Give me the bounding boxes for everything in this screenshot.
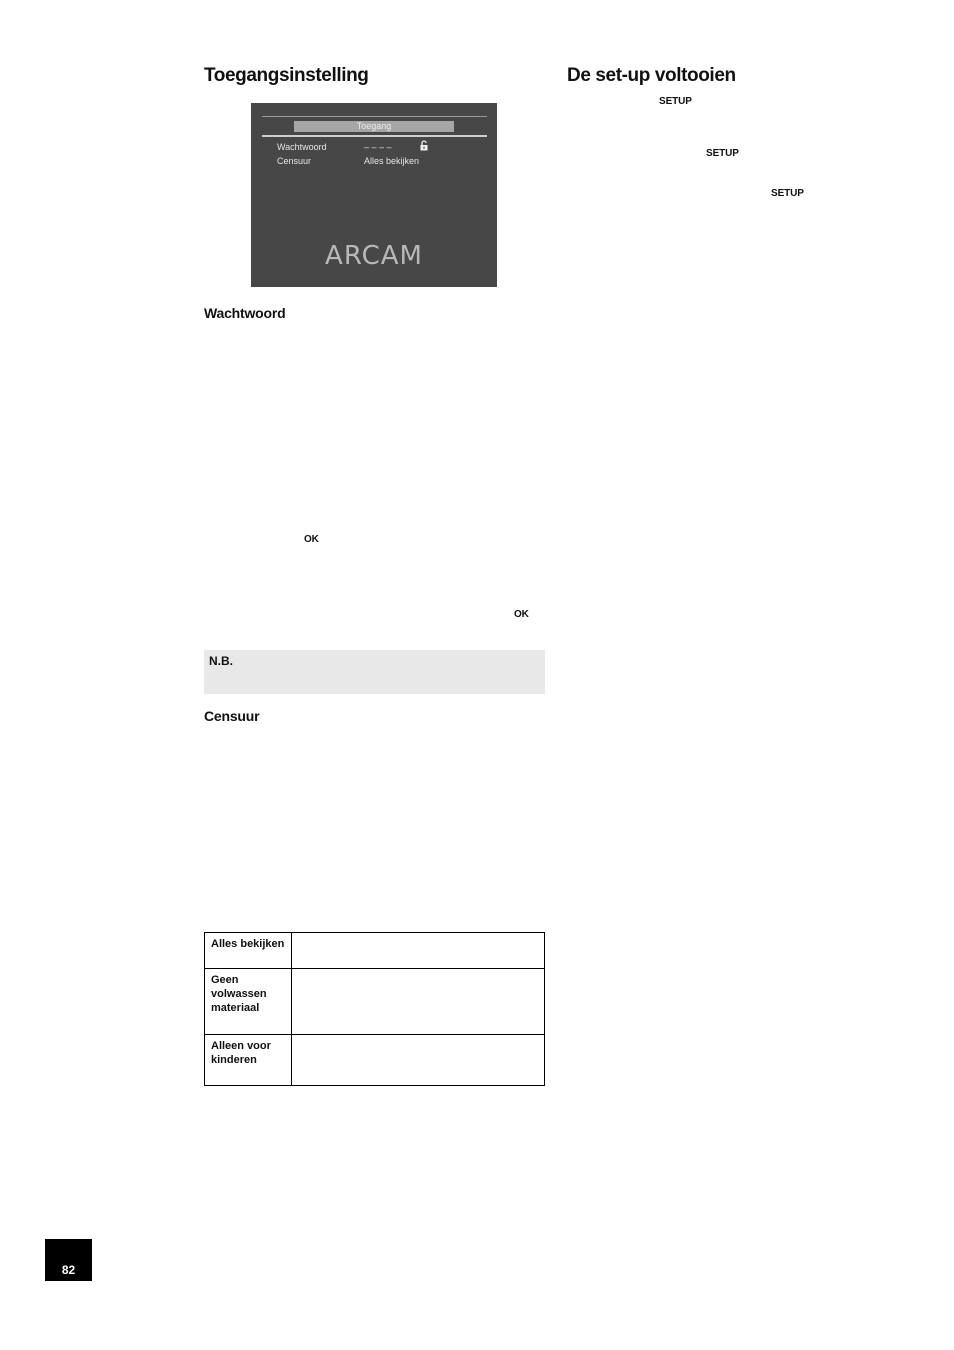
osd-row-value-password: – – – – (364, 142, 392, 152)
osd-row-label-censor: Censuur (277, 156, 312, 166)
table-row (205, 933, 545, 969)
osd-screenshot (251, 103, 497, 287)
note-box (204, 650, 545, 694)
table-row (205, 1035, 545, 1086)
setup-key-label: SETUP (771, 188, 804, 199)
osd-row-value-censor: Alles bekijken (364, 156, 420, 166)
osd-divider (262, 135, 487, 137)
ok-key-label: OK (514, 609, 529, 620)
note-label: N.B. (209, 654, 233, 668)
subheading-password: Wachtwoord (204, 305, 286, 321)
censor-description (291, 1035, 544, 1086)
table-row (205, 969, 545, 1035)
osd-row-label-password: Wachtwoord (277, 142, 327, 152)
section-heading-finish-setup: De set-up voltooien (567, 65, 736, 86)
censor-description (291, 969, 544, 1035)
censor-levels-table (204, 932, 545, 1086)
page-number: 82 (61, 1263, 76, 1277)
osd-top-rule (262, 116, 487, 117)
censor-description (291, 933, 544, 969)
ok-key-label: OK (304, 534, 319, 545)
arcam-logo: ARCAM (325, 241, 423, 271)
section-heading-access: Toegangsinstelling (204, 65, 369, 86)
censor-level: Alleen voor kinderen (205, 1035, 292, 1086)
page-number-badge (45, 1239, 92, 1281)
censor-level: Geen volwassen materiaal (205, 969, 292, 1035)
censor-level: Alles bekijken (205, 933, 292, 969)
setup-key-label: SETUP (659, 96, 692, 107)
unlocked-padlock-icon (420, 140, 428, 151)
subheading-censor: Censuur (204, 708, 260, 724)
setup-key-label: SETUP (706, 148, 739, 159)
osd-title: Toegang (294, 121, 454, 132)
